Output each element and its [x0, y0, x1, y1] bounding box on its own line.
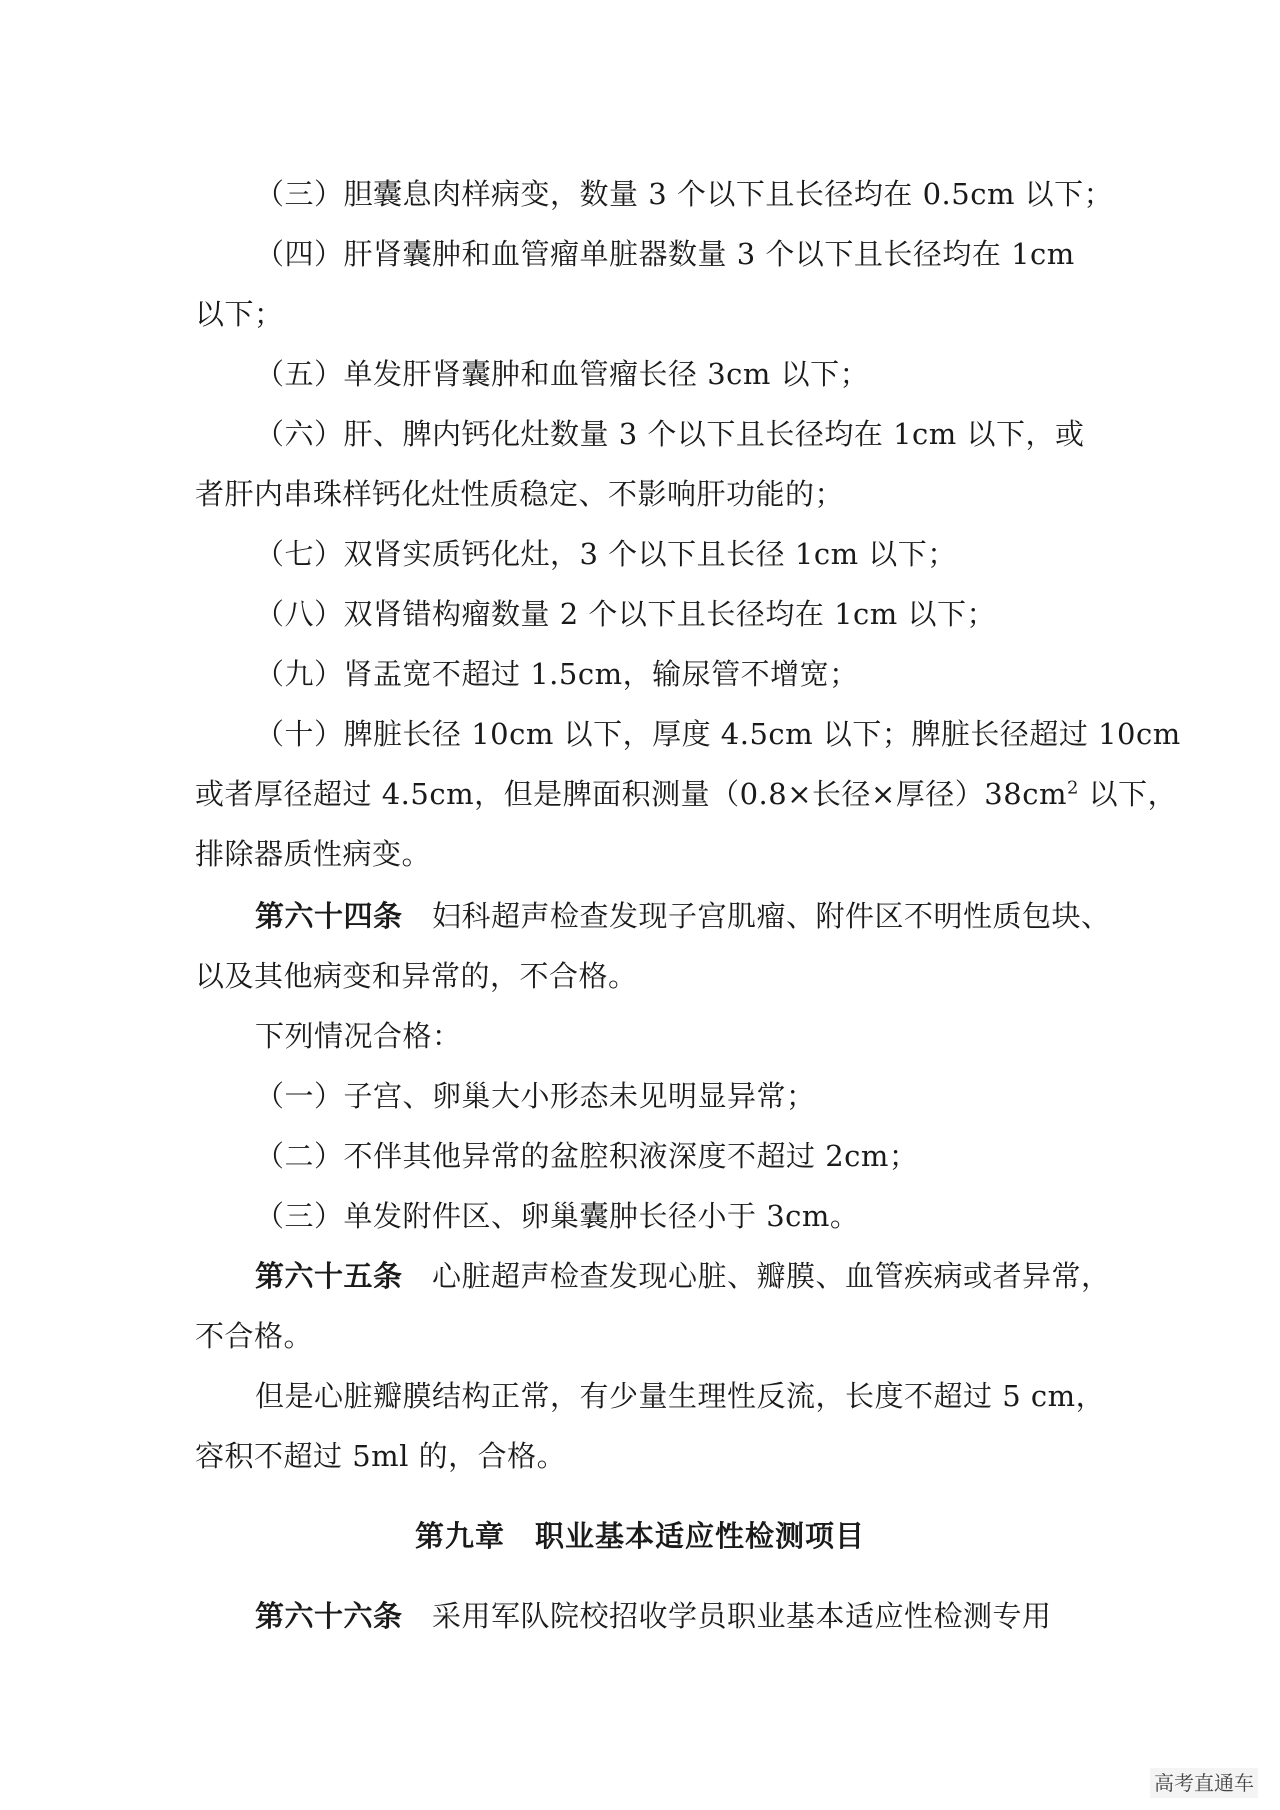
- item-hamartoma: （八）双肾错构瘤数量 2 个以下且长径均在 1cm 以下；: [255, 597, 997, 631]
- article-65-label: 第六十五条: [255, 1259, 403, 1293]
- item-spleen-cont-2: 排除器质性病变。: [195, 837, 432, 871]
- article-65-cont: 不合格。: [195, 1319, 314, 1353]
- item-spleen: （十）脾脏长径 10cm 以下，厚度 4.5cm 以下；脾脏长径超过 10cm: [255, 717, 1181, 751]
- item-uterus-ovary: （一）子宫、卵巢大小形态未见明显异常；: [255, 1079, 816, 1113]
- chapter-heading: 第九章 职业基本适应性检测项目: [414, 1519, 865, 1553]
- qualified-intro: 下列情况合格：: [255, 1019, 462, 1053]
- item-single-cyst: （五）单发肝肾囊肿和血管瘤长径 3cm 以下；: [255, 357, 870, 391]
- item-ovarian-cyst: （三）单发附件区、卵巢囊肿长径小于 3cm。: [255, 1199, 860, 1233]
- item-renal-pelvis: （九）肾盂宽不超过 1.5cm，输尿管不增宽；: [255, 657, 859, 691]
- article-66-text: 采用军队院校招收学员职业基本适应性检测专用: [402, 1599, 1052, 1633]
- article-64-label: 第六十四条: [255, 899, 403, 933]
- watermark-logo-text: 高考直通车: [1150, 1768, 1258, 1798]
- item-spleen-cont: [195, 776, 1177, 812]
- spleen-text-a: 或者厚径超过 4.5cm，但是脾面积测量（0.8×长径×厚径）38cm: [195, 777, 1067, 811]
- superscript-two: 2: [1066, 777, 1079, 799]
- item-liver-kidney-cyst-count: （四）肝肾囊肿和血管瘤单脏器数量 3 个以下且长径均在 1cm: [255, 237, 1075, 271]
- item-gallbladder-polyp: （三）胆囊息肉样病变，数量 3 个以下且长径均在 0.5cm 以下；: [255, 177, 1114, 211]
- article-65-exception: 但是心脏瓣膜结构正常，有少量生理性反流，长度不超过 5 cm，: [255, 1379, 1106, 1413]
- article-64: [255, 898, 1111, 934]
- item-calcification-cont: 者肝内串珠样钙化灶性质稳定、不影响肝功能的；: [195, 477, 845, 511]
- article-64-text: 妇科超声检查发现子宫肌瘤、附件区不明性质包块、: [402, 899, 1111, 933]
- article-66-label: 第六十六条: [255, 1599, 403, 1633]
- spleen-text-b: 以下，: [1078, 777, 1178, 811]
- item-pelvic-fluid: （二）不伴其他异常的盆腔积液深度不超过 2cm；: [255, 1139, 919, 1173]
- item-renal-calcification: （七）双肾实质钙化灶，3 个以下且长径 1cm 以下；: [255, 537, 957, 571]
- item-liver-kidney-cyst-count-cont: 以下；: [195, 297, 284, 331]
- article-65-exception-cont: 容积不超过 5ml 的，合格。: [195, 1439, 567, 1473]
- article-66: [255, 1598, 1052, 1634]
- article-65-text: 心脏超声检查发现心脏、瓣膜、血管疾病或者异常，: [402, 1259, 1111, 1293]
- item-calcification: （六）肝、脾内钙化灶数量 3 个以下且长径均在 1cm 以下，或: [255, 417, 1085, 451]
- article-64-cont: 以及其他病变和异常的，不合格。: [195, 959, 638, 993]
- article-65: [255, 1258, 1111, 1294]
